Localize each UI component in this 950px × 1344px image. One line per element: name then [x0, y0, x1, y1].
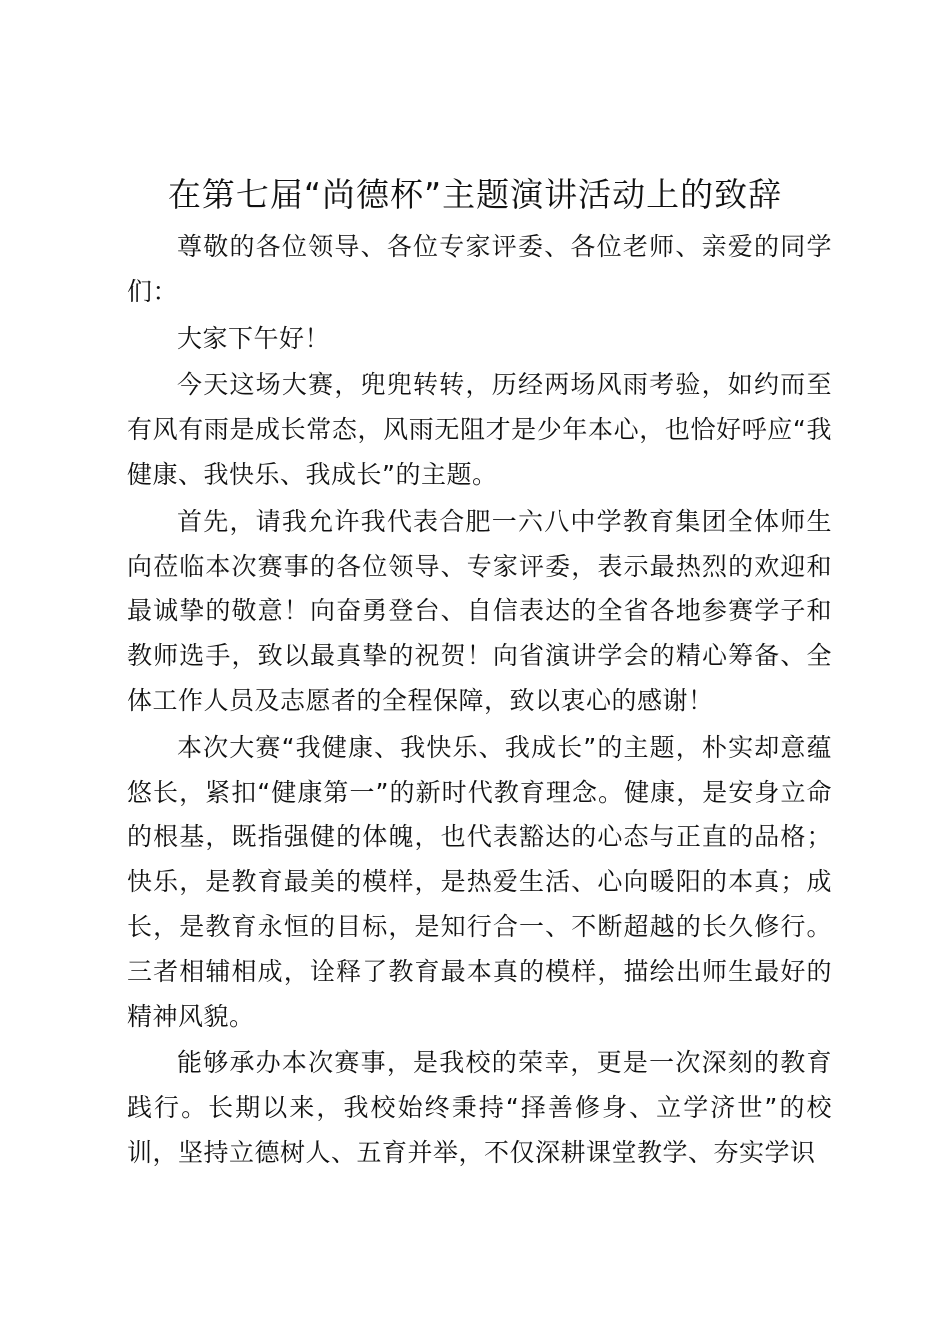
greeting-paragraph: 大家下午好！ [177, 323, 331, 353]
body-paragraph: 能够承办本次赛事，是我校的荣幸，更是一次深刻的教育践行。长期以来，我校始终秉持“择善修身、立学济世”的校训，坚持立德树人、五育并举，不仅深耕课堂教学、夯实学识 [127, 1048, 832, 1167]
document-body [127, 225, 832, 1176]
body-paragraph: 首先，请我允许我代表合肥一六八中学教育集团全体师生向莅临本次赛事的各位领导、专家评委，表示最热烈的欢迎和最诚挚的敬意！向奋勇登台、自信表达的全省各地参赛学子和教师选手，致以最真挚的祝贺！向省演讲学会的精心筹备、全体工作人员及志愿者的全程保障，致以衷心的感谢！ [127, 506, 832, 715]
salutation-paragraph: 尊敬的各位领导、各位专家评委、各位老师、亲爱的同学们： [127, 232, 832, 306]
body-paragraph: 今天这场大赛，兜兜转转，历经两场风雨考验，如约而至 有风有雨是成长常态，风雨无阻才是少年本心，也恰好呼应“我健康、我快乐、我成长”的主题。 [127, 370, 832, 489]
body-paragraph: 本次大赛“我健康、我快乐、我成长”的主题，朴实却意蕴悠长，紧扣“健康第一”的新时代教育理念。健康，是安身立命的根基，既指强健的体魄，也代表豁达的心态与正直的品格；快乐，是教育最美的模样，是热爱生活、心向暖阳的本真；成长，是教育永恒的目标，是知行合一、不断超越的长久修行。三者相辅相成，诠释了教育最本真的模样，描绘出师生最好的精神风貌。 [127, 732, 832, 1031]
document-title: 在第七届“尚德杯”主题演讲活动上的致辞 [167, 175, 783, 214]
